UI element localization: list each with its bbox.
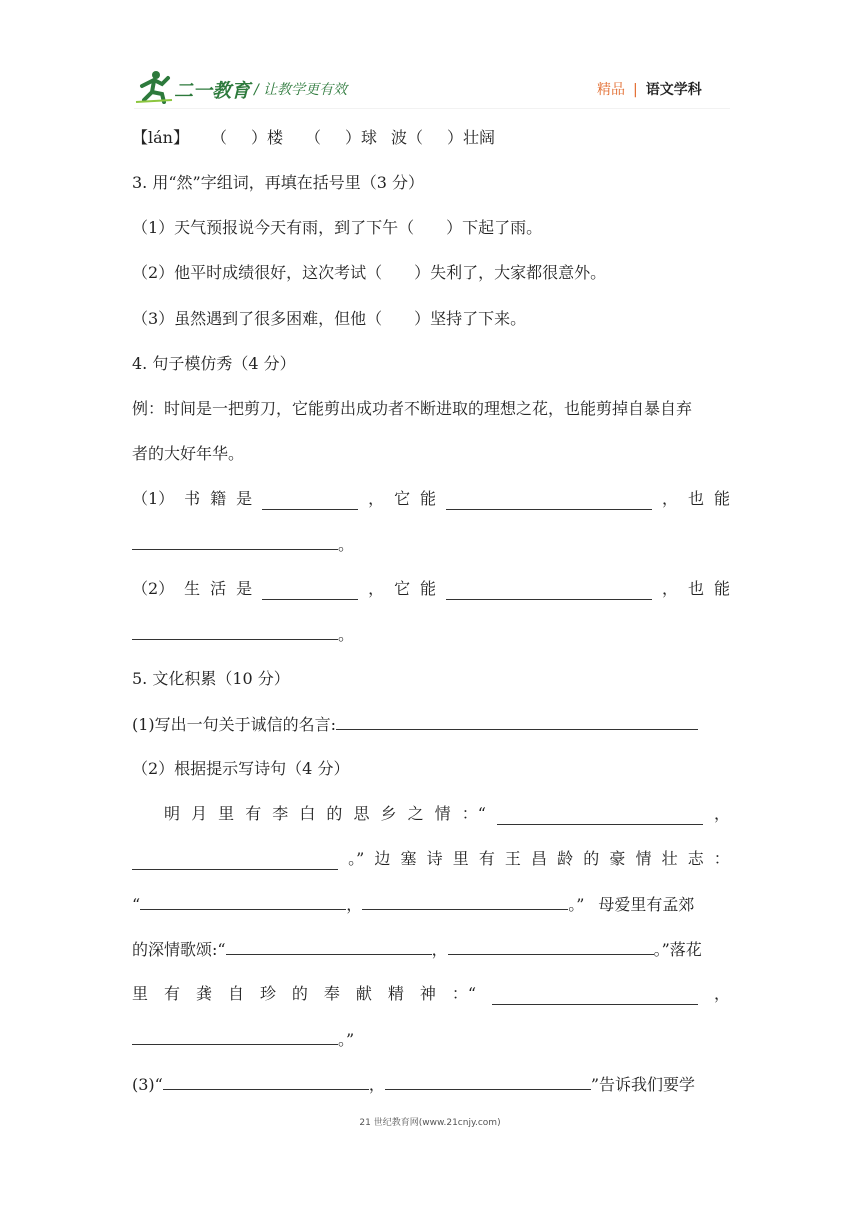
- char: 生: [184, 579, 201, 598]
- q4-item-2: [132, 578, 730, 600]
- logo-text: 二一教育: [174, 80, 251, 102]
- header-separator: |: [633, 82, 638, 98]
- answer-blank[interactable]: [446, 583, 652, 600]
- text: 。”落花: [653, 940, 702, 959]
- header-divider: [134, 108, 730, 109]
- char: 明: [164, 804, 181, 823]
- punct: 。: [338, 625, 355, 644]
- answer-blank[interactable]: [132, 1028, 338, 1045]
- punct: ，: [662, 489, 679, 508]
- char: 书: [184, 489, 201, 508]
- punct: 。: [338, 535, 355, 554]
- char: 之: [407, 804, 424, 823]
- answer-blank[interactable]: [140, 893, 346, 910]
- char: 能: [420, 579, 437, 598]
- char: 能: [420, 489, 437, 508]
- header-right: [597, 79, 702, 99]
- char: ：“: [461, 804, 486, 823]
- answer-blank[interactable]: [262, 583, 358, 600]
- char: 自: [227, 984, 244, 1003]
- punct: “: [132, 895, 141, 914]
- answer-blank[interactable]: [262, 493, 358, 510]
- char: 能: [713, 579, 730, 598]
- text: 的深情歌颂:“: [132, 940, 226, 959]
- poem-line-4: [132, 938, 702, 961]
- punct: ，: [662, 579, 679, 598]
- page-footer: 21 世纪教育网(www.21cnjy.com): [359, 1118, 501, 1128]
- char: 它: [394, 579, 411, 598]
- premium-label: 精品: [597, 82, 625, 98]
- poem-line-1: [164, 803, 730, 825]
- answer-zhuangkuo: ）壮阔: [447, 128, 496, 147]
- runner-logo-icon: [134, 70, 174, 104]
- char: 豪: [609, 849, 626, 868]
- text: (3)“: [132, 1075, 163, 1094]
- q5-sub2: （2）根据提示写诗句（4 分）: [132, 759, 350, 778]
- answer-blank[interactable]: [497, 808, 703, 825]
- q4-item-1: [132, 488, 730, 510]
- answer-blank[interactable]: [362, 893, 568, 910]
- answer-blank[interactable]: [336, 713, 698, 730]
- poem-line-3: [132, 893, 694, 916]
- punct: ，: [431, 940, 448, 959]
- text: ”告诉我们要学: [590, 1075, 696, 1094]
- answer-blank[interactable]: [448, 938, 654, 955]
- text: 母爱里有孟郊: [598, 895, 695, 914]
- q4-example-line1: 例：时间是一把剪刀，它能剪出成功者不断进取的理想之花，也能剪掉自暴自弃: [132, 399, 693, 418]
- char: 籍: [210, 489, 227, 508]
- item-number: （1）: [132, 489, 175, 508]
- char: 龄: [557, 849, 574, 868]
- punct: ：: [713, 849, 730, 868]
- char: 龚: [195, 984, 212, 1003]
- punct: ，: [368, 1075, 385, 1094]
- item-number: （2）: [132, 579, 175, 598]
- answer-blank[interactable]: [446, 493, 652, 510]
- char: 边: [374, 849, 391, 868]
- slogan: / 让教学更有效: [254, 82, 348, 98]
- q5-sub3: [132, 1073, 695, 1096]
- answer-blank[interactable]: [132, 623, 338, 640]
- char: 的: [326, 804, 343, 823]
- answer-bo: 波（: [391, 128, 424, 147]
- char: 精: [387, 984, 404, 1003]
- char: 里: [452, 849, 469, 868]
- char: 的: [583, 849, 600, 868]
- char: 献: [355, 984, 372, 1003]
- char: 情: [635, 849, 652, 868]
- char: 是: [236, 489, 253, 508]
- pinyin-tag: 【lán】: [132, 128, 189, 147]
- paren-open: （: [305, 128, 322, 147]
- punct: ，: [713, 804, 730, 823]
- char: 奉: [323, 984, 340, 1003]
- q3-item-1: （1）天气预报说今天有雨，到了下午（ ）下起了雨。: [132, 218, 543, 237]
- q3-item-2: （2）他平时成绩很好，这次考试（ ）失利了，大家都很意外。: [132, 263, 607, 282]
- punct: ：“: [451, 984, 477, 1003]
- punct: ，: [368, 489, 385, 508]
- subject-label: 语文学科: [645, 82, 702, 98]
- q5-sub1: [132, 713, 698, 736]
- punct: ，: [368, 579, 385, 598]
- char: 是: [236, 579, 253, 598]
- char: 也: [687, 489, 704, 508]
- char: 有: [478, 849, 495, 868]
- punct: 。”: [568, 895, 585, 914]
- char: 它: [394, 489, 411, 508]
- char: 月: [191, 804, 208, 823]
- char: 思: [353, 804, 370, 823]
- q3-title: 3. 用“然”字组词，再填在括号里（3 分）: [132, 173, 424, 192]
- char: 乡: [380, 804, 397, 823]
- paren-open: （: [210, 128, 227, 147]
- answer-blank[interactable]: [132, 533, 338, 550]
- char: 壮: [661, 849, 678, 868]
- punct: ，: [346, 895, 363, 914]
- answer-blank[interactable]: [226, 938, 432, 955]
- q2-lan-row: [132, 127, 495, 149]
- page-header: [134, 70, 734, 106]
- punct: 。”: [338, 1030, 355, 1049]
- punct: 。”: [348, 849, 365, 868]
- char: 李: [272, 804, 289, 823]
- char: 里: [218, 804, 235, 823]
- answer-blank[interactable]: [492, 988, 698, 1005]
- q4-item-2-cont: [132, 623, 354, 646]
- punct: ，: [713, 984, 730, 1003]
- char: 诗: [426, 849, 443, 868]
- q3-item-3: （3）虽然遇到了很多困难，但他（ ）坚持了下来。: [132, 309, 527, 328]
- answer-blank[interactable]: [132, 853, 338, 870]
- char: 王: [504, 849, 521, 868]
- poem-line-2: [132, 848, 730, 870]
- char: 志: [687, 849, 704, 868]
- answer-lou: ）楼: [250, 128, 283, 147]
- sub1-label: (1)写出一句关于诚信的名言:: [132, 715, 337, 734]
- q4-title: 4. 句子模仿秀（4 分）: [132, 354, 296, 373]
- char: 珍: [259, 984, 276, 1003]
- answer-blank[interactable]: [385, 1073, 591, 1090]
- char: 白: [299, 804, 316, 823]
- poem-line-5: [132, 983, 730, 1005]
- char: 能: [713, 489, 730, 508]
- char: 有: [163, 984, 180, 1003]
- char: 有: [245, 804, 262, 823]
- poem-line-6: [132, 1028, 354, 1051]
- char: 的: [291, 984, 308, 1003]
- answer-qiu: ）球: [345, 128, 378, 147]
- q4-item-1-cont: [132, 533, 354, 556]
- q5-title: 5. 文化积累（10 分）: [132, 669, 290, 688]
- logo: [134, 70, 264, 104]
- char: 神: [419, 984, 436, 1003]
- char: 昌: [531, 849, 548, 868]
- char: 里: [132, 984, 149, 1003]
- q4-example-line2: 者的大好年华。: [132, 444, 245, 463]
- char: 情: [434, 804, 451, 823]
- char: 活: [210, 579, 227, 598]
- char: 也: [687, 579, 704, 598]
- answer-blank[interactable]: [163, 1073, 369, 1090]
- char: 塞: [400, 849, 417, 868]
